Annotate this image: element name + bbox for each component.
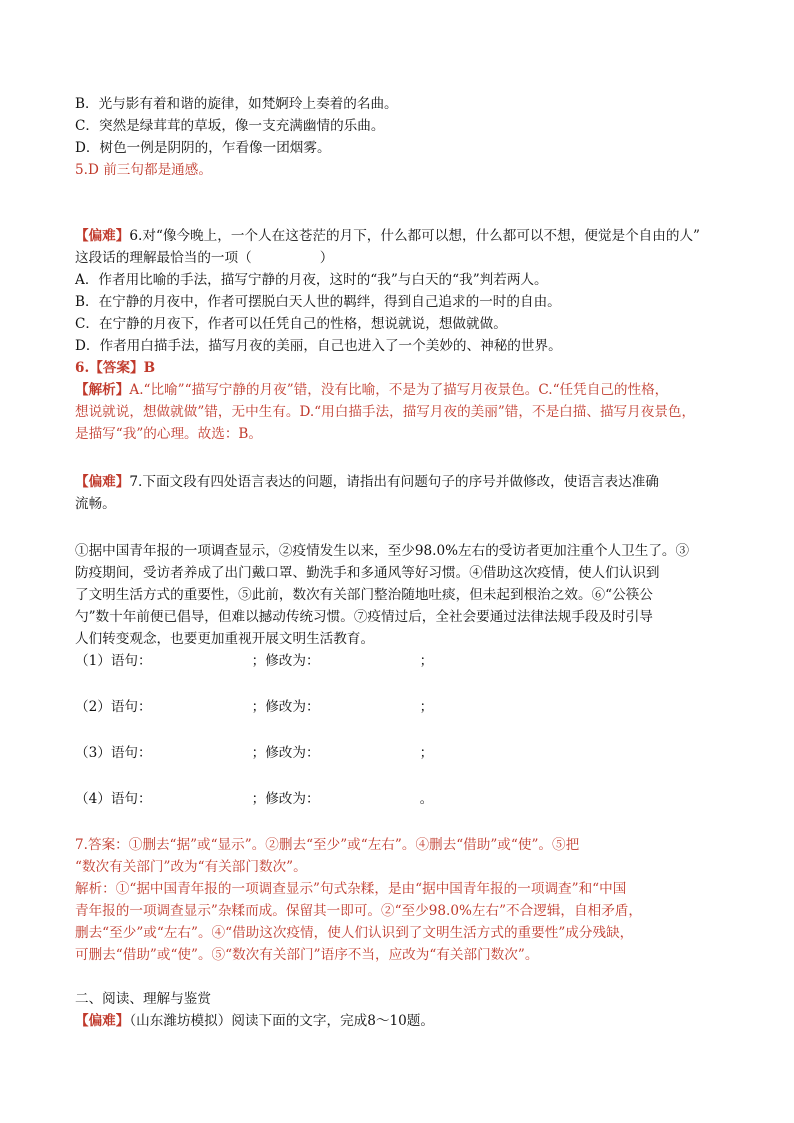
- q7-passage-line-3: 了文明生活方式的重要性，⑤此前，数次有关部门整治随地吐痰，但未起到根治之效。⑥“公筷公: [75, 587, 653, 603]
- q6-stem: 6.对“像今晚上，一个人在这苍茫的月下，什么都可以想，什么都可以不想，便觉是个自由的人”: [129, 228, 700, 244]
- difficulty-tag: 【偏难】: [75, 474, 130, 490]
- q6-stem-line-1: [75, 226, 700, 246]
- q7-stem-line-2: 流畅。: [75, 496, 116, 512]
- difficulty-tag: 【偏难】: [75, 1013, 130, 1029]
- q5-option-d: D．树色一例是阴阴的，乍看像一团烟雾。: [75, 140, 331, 156]
- q7-analysis-line-2: 青年报的一项调查显示”杂糅而成。保留其一即可。②“至少98.0%左右”不合逻辑，自相矛盾，: [75, 903, 642, 919]
- fill-blank-row: （4）语句： ；修改为： 。: [75, 791, 434, 807]
- q7-stem-line-1: 【偏难】7.下面文段有四处语言表达的问题，请指出有问题句子的序号并做修改，使语言表达准确: [75, 474, 659, 490]
- q6-analysis-line-1: 【解析】A.“比喻”“描写宁静的月夜”错，没有比喻，不是为了描写月夜景色。C.“任凭自己的性格，: [75, 382, 669, 398]
- q7-answer-line-1: 7.答案：①删去“据”或“显示”。②删去“至少”或“左右”。④删去“借助”或“使”。⑤把: [75, 837, 580, 853]
- fill-blank-row: （2）语句： ；修改为： ；: [75, 699, 434, 715]
- q7-answer-line-2: “数次有关部门”改为“有关部门数次”。: [75, 859, 307, 875]
- q6-option-b: B．在宁静的月夜中，作者可摆脱白天人世的羁绊，得到自己追求的一时的自由。: [75, 294, 561, 310]
- q6-stem-line-2: 这段话的理解最恰当的一项（ ）: [75, 250, 334, 266]
- section-intro: 【偏难】（山东潍坊模拟）阅读下面的文字，完成8～10题。: [75, 1013, 434, 1029]
- section-heading: 二、阅读、理解与鉴赏: [75, 991, 211, 1007]
- q7-passage-line-2: 防疫期间，受访者养成了出门戴口罩、勤洗手和多通风等好习惯。④借助这次疫情，使人们认识到: [75, 565, 660, 581]
- q7-passage-line-5: 人们转变观念，也要更加重视开展文明生活教育。: [75, 631, 375, 647]
- q7-analysis-line-1: 解析：①“据中国青年报的一项调查显示”句式杂糅，是由“据中国青年报的一项调查”和“中国: [75, 881, 627, 897]
- fill-blank-row: （3）语句： ；修改为： ；: [75, 745, 434, 761]
- q5-answer: 5.D 前三句都是通感。: [75, 162, 212, 178]
- fill-blank-row: （1）语句： ；修改为： ；: [75, 653, 434, 669]
- difficulty-tag: 【偏难】: [75, 228, 130, 244]
- q7-passage-line-1: ①据中国青年报的一项调查显示，②疫情发生以来，至少98.0%左右的受访者更加注重个人卫生了。③: [75, 543, 690, 559]
- q5-option-c: C．突然是绿茸茸的草坂，像一支充满幽情的乐曲。: [75, 118, 385, 134]
- analysis-tag: 【解析】: [75, 382, 130, 398]
- q7-analysis-line-4: 可删去“借助”或“使”。⑤“数次有关部门”语序不当，应改为“有关部门数次”。: [75, 947, 539, 963]
- q6-analysis-line-3: 是描写“我”的心理。故选：B。: [75, 426, 263, 442]
- q7-analysis-line-3: 删去“至少”或“左右”。④“借助这次疫情，使人们认识到了文明生活方式的重要性”成分残缺，: [75, 925, 634, 941]
- q6-analysis-line-2: 想说就说，想做就做”错，无中生有。D.“用白描手法，描写月夜的美丽”错，不是白描、描写月夜景色，: [75, 404, 696, 420]
- q7-passage-line-4: 勺”数十年前便已倡导，但难以撼动传统习惯。⑦疫情过后，全社会要通过法律法规手段及时引导: [75, 609, 653, 625]
- q6-option-d: D．作者用白描手法，描写月夜的美丽，自己也进入了一个美妙的、神秘的世界。: [75, 338, 562, 354]
- q6-option-c: C．在宁静的月夜下，作者可以任凭自己的性格，想说就说，想做就做。: [75, 316, 507, 332]
- q5-option-b: B．光与影有着和谐的旋律，如梵婀玲上奏着的名曲。: [75, 96, 398, 112]
- q6-answer: 6.【答案】B: [75, 360, 156, 376]
- q6-option-a: A．作者用比喻的手法，描写宁静的月夜，这时的“我”与白天的“我”判若两人。: [75, 272, 548, 288]
